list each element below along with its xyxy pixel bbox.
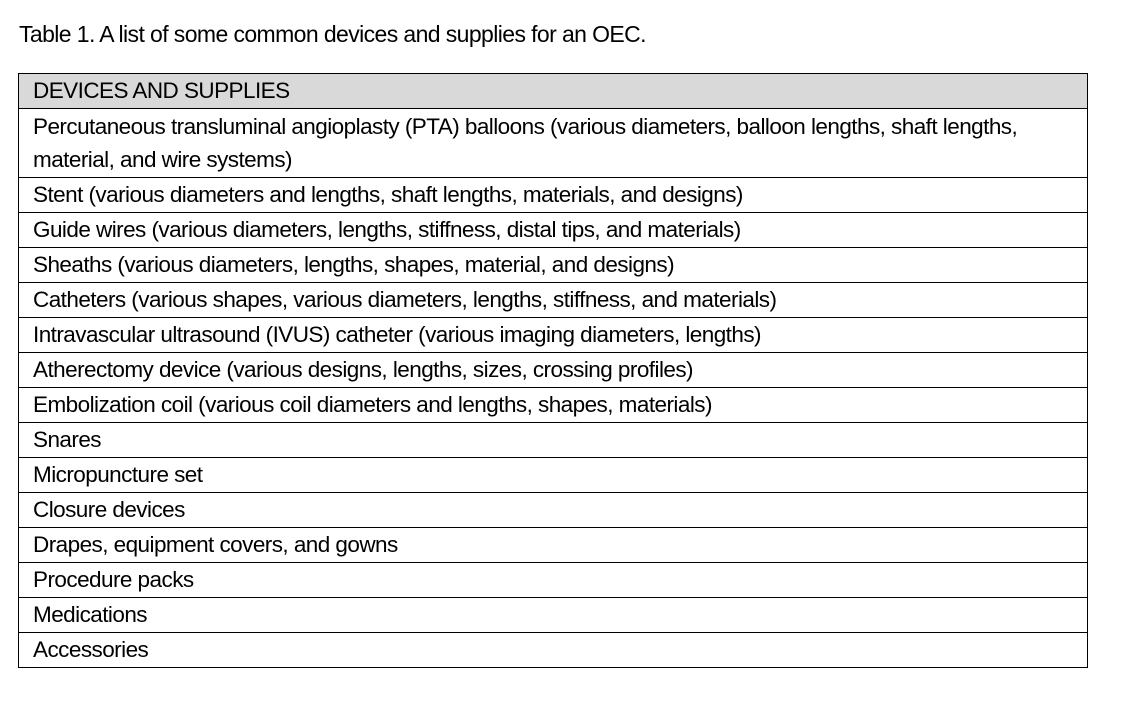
- table-row: [19, 109, 1088, 178]
- table-cell-accessories: Accessories: [19, 633, 1088, 668]
- table-row: [19, 528, 1088, 563]
- table-cell-drapes-covers-gowns: Drapes, equipment covers, and gowns: [19, 528, 1088, 563]
- table-row: [19, 283, 1088, 318]
- table-row: [19, 598, 1088, 633]
- table-row: [19, 633, 1088, 668]
- table-row: [19, 563, 1088, 598]
- devices-supplies-table: [18, 73, 1088, 668]
- table-cell-closure-devices: Closure devices: [19, 493, 1088, 528]
- table-row: [19, 423, 1088, 458]
- table-cell-pta-balloons: Percutaneous transluminal angioplasty (PTA) balloons (various diameters, balloon lengths, shaft lengths, material, and wire systems): [19, 109, 1088, 178]
- table-header-row: [19, 74, 1088, 109]
- table-cell-medications: Medications: [19, 598, 1088, 633]
- table-row: [19, 318, 1088, 353]
- table-row: [19, 248, 1088, 283]
- table-row: [19, 458, 1088, 493]
- table-cell-ivus-catheter: Intravascular ultrasound (IVUS) catheter (various imaging diameters, lengths): [19, 318, 1088, 353]
- table-row: [19, 178, 1088, 213]
- table-row: [19, 213, 1088, 248]
- table-cell-procedure-packs: Procedure packs: [19, 563, 1088, 598]
- table-cell-atherectomy-device: Atherectomy device (various designs, lengths, sizes, crossing profiles): [19, 353, 1088, 388]
- table-cell-snares: Snares: [19, 423, 1088, 458]
- table-cell-sheaths: Sheaths (various diameters, lengths, shapes, material, and designs): [19, 248, 1088, 283]
- table-row: [19, 388, 1088, 423]
- table-row: [19, 493, 1088, 528]
- table-cell-embolization-coil: Embolization coil (various coil diameters and lengths, shapes, materials): [19, 388, 1088, 423]
- table-cell-catheters: Catheters (various shapes, various diameters, lengths, stiffness, and materials): [19, 283, 1088, 318]
- table-cell-micropuncture-set: Micropuncture set: [19, 458, 1088, 493]
- table-caption: Table 1. A list of some common devices and supplies for an OEC.: [19, 21, 646, 47]
- table-cell-stent: Stent (various diameters and lengths, shaft lengths, materials, and designs): [19, 178, 1088, 213]
- table-cell-guide-wires: Guide wires (various diameters, lengths, stiffness, distal tips, and materials): [19, 213, 1088, 248]
- column-header-devices-and-supplies: DEVICES AND SUPPLIES: [19, 74, 1088, 109]
- table-row: [19, 353, 1088, 388]
